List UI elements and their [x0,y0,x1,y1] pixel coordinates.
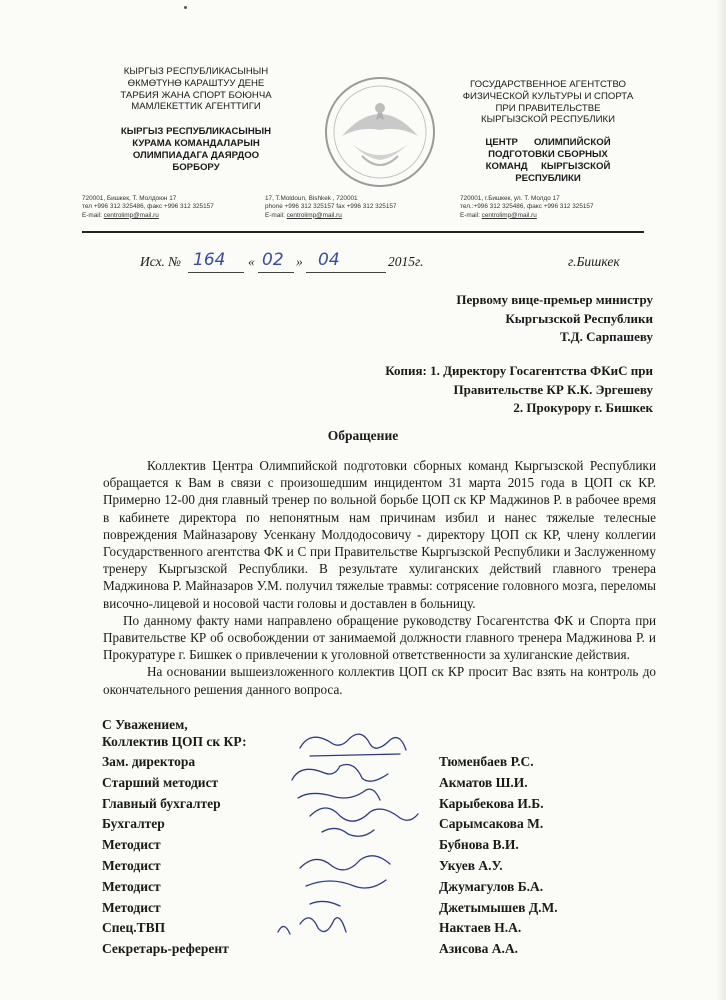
header-left [86,66,306,173]
addressee-line: Кыргызской Республики [505,310,653,326]
signatory-position: Бухгалтер [102,816,165,832]
header-right-line: ПРИ ПРАВИТЕЛЬСТВЕ [495,102,601,114]
ref-prefix: Исх. № [140,254,182,269]
ref-day: 02 [262,250,284,270]
signature-stroke [310,754,400,756]
state-emblem-icon [322,74,438,190]
signatory-name: Азисова А.А. [439,941,519,957]
signature-stroke [306,880,386,888]
contact-phone: phone +996 312 325157 fax +996 312 325157 [265,203,397,211]
signatory-position: Методист [102,857,161,873]
signatory-position: Методист [102,837,161,853]
copy-recipients [385,362,653,418]
signatory-name: Тюменбаев Р.С. [439,754,534,769]
header-right-line: ФИЗИЧЕСКОЙ КУЛЬТУРЫ И СПОРТА [462,90,634,102]
contact-email-label: E-mail: [82,211,104,219]
signature-stroke [298,789,380,800]
signatory-name: Джетымышев Д.М. [439,899,558,915]
letter-body [103,457,656,698]
signatory-position: Секретарь-референт [102,941,229,957]
contact-address: 720001, г.Бишкек, ул. Т. Молдо 17 [460,195,560,202]
contact-email-label: E-mail: [460,211,482,219]
contact-address: 17, T.Moldoun, Bishkek , 720001 [265,195,358,202]
signatory-position: Зам. директора [102,754,196,769]
signature-stroke [322,828,374,836]
contact-address: 720001, Бишкек, Т. Молдоюн 17 [82,195,177,202]
ref-number: 164 [193,250,226,270]
header-right-line: ГОСУДАРСТВЕННОЕ АГЕНТСТВО [469,79,627,90]
body-paragraph: По данному факту нами направлено обращение руководству Госагентства ФК и Спорта при Правительстве КР об освобождении от занимаемой должности главного тренера Маджинова Р. и Прокуратуре г. Бишкек о привлечении к уголовной ответственности за хулиганские действия. [103,612,656,663]
ref-open-quote: « [248,254,255,269]
header-left-bold-line: КЫРГЫЗ РЕСПУБЛИКАСЫНЫН [120,126,272,138]
letter-subject: Обращение [327,428,399,443]
signature-stroke [278,918,346,934]
header-right-bold-line: ПОДГОТОВКИ СБОРНЫХ [488,148,608,160]
handwritten-signatures [270,720,450,950]
header-right-bold-line: КОМАНД КЫРГЫЗСКОЙ [485,160,611,172]
header-right-bold-line: ЦЕНТР ОЛИМПИЙСКОЙ [485,137,611,149]
header-left-line: МАМЛЕКЕТТИК АГЕНТТИГИ [131,101,261,113]
signatory-name: Нактаев Н.А. [439,920,522,936]
signature-stroke [300,734,406,750]
signature-stroke [300,856,390,870]
ref-city: г.Бишкек [568,254,620,269]
signatory-position: Методист [102,878,161,894]
contact-email-link[interactable]: centrolimp@mail.ru [103,211,159,219]
addressee-block [456,291,653,347]
signatory-position: Спец.ТВП [102,920,166,936]
closing-greeting: С Уважением, [102,717,188,732]
signatory-name: Укуев А.У. [439,857,503,873]
contacts-column [460,195,594,220]
signatory-name: Бубнова В.И. [439,837,519,853]
header-right-bold-line: РЕСПУБЛИКИ [515,172,581,184]
copy-line: Правительстве КР К.К. Эргешеву [453,381,653,397]
signatory-name: Акматов Ш.И. [439,774,528,790]
page-edge-shadow [716,0,726,1000]
header-left-line: ТАРБИЯ ЖАНА СПОРТ БОЮНЧА [120,89,272,101]
signatory-name: Сарымсакова М. [439,816,544,832]
outgoing-reference [140,250,650,280]
contact-email-link[interactable]: centrolimp@mail.ru [481,211,537,219]
signatory-name: Карыбекова И.Б. [439,795,544,811]
body-paragraph: Коллектив Центра Олимпийской подготовки сборных команд Кыргызской Республики обращается к Вам в связи с произошедшим инцидентом 31 марта 2015 года в ЦОП ск КР. Примерно 12-00 дня главный тренер по вольной борьбе ЦОП ск КР Маджинов Р. в рабочее время в кабинете директора по непонятным нам причинам избил и нанес тяжелые телесные повреждения Майназарову Усенкану Молдодосовичу - директору ЦОП ск КР, члену коллегии Государственного агентства ФК и С при Правительстве Кыргызской Республики и Заслуженному тренеру Кыргызской Республики. В результате хулиганских действий главного тренера Маджинова Р. Майназаров У.М. получил тяжелые травмы: сотрясение головного мозга, переломы височно-лицевой и носовой части головы и доставлен в больницу. [103,458,656,611]
header-left-line: КЫРГЫЗ РЕСПУБЛИКАСЫНЫН [123,66,269,77]
addressee-line: Т.Д. Сарпашеву [560,329,653,344]
contact-email-link[interactable]: centrolimp@mail.ru [286,211,342,219]
closing-collective: Коллектив ЦОП ск КР: [102,733,247,749]
ref-month: 04 [318,250,340,270]
header-divider [82,231,644,233]
contact-phone: тел +996 312 325486, факс +996 312 325157 [82,203,214,211]
addressee-line: Первому вице-премьер министру [456,292,653,307]
contact-email-label: E-mail: [265,211,287,219]
ref-year: 2015г. [388,254,424,269]
closing-block [102,717,247,750]
header-right [438,79,658,184]
signatory-position: Старший методист [102,774,219,790]
header-left-bold-line: КУРАМА КОМАНДАЛАРЫН [132,137,260,149]
copy-line: Копия: 1. Директору Госагентства ФКиС при [385,363,653,378]
signatory-position: Методист [102,899,161,915]
signatory-name: Джумагулов Б.А. [439,878,544,894]
signature-stroke [292,765,388,782]
contacts-column [82,195,214,220]
signature-stroke [310,808,418,821]
signature-stroke [310,901,340,906]
copy-line: 2. Прокурору г. Бишкек [513,400,653,415]
contact-phone: тел.:+996 312 325486, факс +996 312 325157 [460,203,594,211]
header-right-line: КЫРГЫЗСКОЙ РЕСПУБЛИКИ [481,114,615,126]
contacts-column [265,195,397,220]
signatory-position: Главный бухгалтер [102,795,221,811]
scan-speck [184,6,187,9]
header-left-bold-line: ОЛИМПИАДАГА ДАЯРДОО [132,149,260,161]
header-left-line: ӨКМӨТҮНӨ КАРАШТУУ ДЕНЕ [127,77,265,89]
ref-close-quote: » [296,254,303,269]
header-left-bold-line: БОРБОРУ [172,161,220,173]
body-paragraph: На основании вышеизложенного коллектив ЦОП ск КР просит Вас взять на контроль до окончательного решения данного вопроса. [103,664,656,697]
